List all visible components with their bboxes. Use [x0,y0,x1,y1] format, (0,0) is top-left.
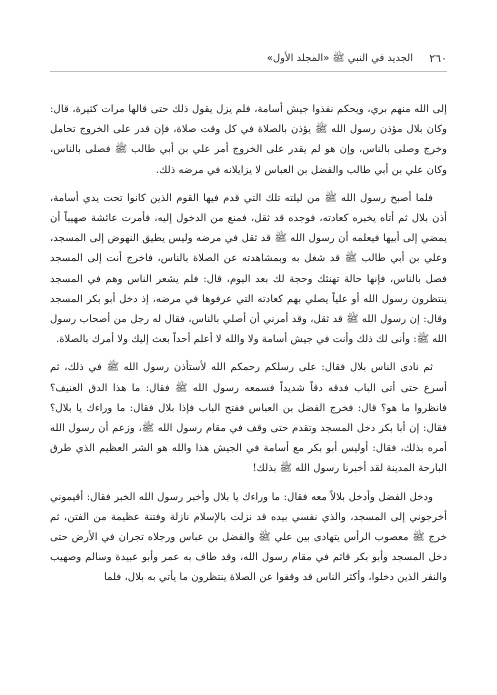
page-number: ٢٦٠ [429,52,447,65]
body-text [50,100,447,597]
paragraph: فلما أصبح رسول الله ﷺ من ليلته تلك التي قدم فيها القوم الذين كانوا تحت يدي أسامة، أذن بلال ثم أتاه يخبره كعادته، فوجده قد ثقل، فمنع من الدخول إليه، فأمرت عائشة صهيباً أن يمضي إلى أبيها فيعلمه أن رسول الله ﷺ قد ثقل في مرضه وليس يطيق النهوض إلى المسجد، وعلي بن أبي طالب ﷺ قد شغل به وبمشاهدته عن الصلاة بالناس، فاخرج أنت إلى المسجد فصل بالناس، فإنها حالة تهنئك وحجة لك بعد اليوم، قال: فلم يشعر الناس وهم في المسجد ينتظرون رسول الله أو علياً يصلي بهم كعادته التي عرفوها في مرضه، إذ دخل أبو بكر المسجد وقال: إن رسول الله ﷺ قد ثقل، وقد أمرني أن أصلي بالناس، فقال له رجل من أصحاب رسول الله ﷺ: وأنى لك ذلك وأنت في جيش أسامة ولا والله لا أعلم أحداً بعث إليك ولا أمرك بالصلاة. [50,192,447,346]
running-header [50,52,447,70]
paragraph: ودخل الفضل وأدخل بلالاً معه فقال: ما وراءك يا بلال وأخبر رسول الله الخبر فقال: أقيموني أخرجوني إلى المسجد، والذي نفسي بيده قد نزلت بالإسلام نازلة وفتنة عظيمة من الفتن، ثم خرج ﷺ معصوب الرأس يتهادى بين علي ﷺ والفضل بن عباس ورجلاه تجران في الأرض حتى دخل المسجد وأبو بكر قائم في مقام رسول الله، وقد طاف به عمر وأبو عبيدة وسالم وصهيب والنفر الذين دخلوا، وأكثر الناس قد وقفوا عن الصلاة ينتظرون ما يأتي به بلال، فلما [50,491,447,584]
header-divider [50,71,447,72]
paragraph: إلى الله منهم بري، ويحكم نفذوا جيش أسامة، فلم يزل يقول ذلك حتى قالها مرات كثيرة، قال: وكان بلال مؤذن رسول الله ﷺ يؤذن بالصلاة في كل وقت صلاة، فإن قدر على الخروج تحامل وخرج وصلى بالناس، وإن هو لم يقدر على الخروج أمر علي بن أبي طالب ﷺ فصلى بالناس، وكان علي بن أبي طالب والفضل بن العباس لا يزايلانه في مرضه ذلك. [50,104,447,176]
paragraph: ثم نادى الناس بلال فقال: على رسلكم رحمكم الله لأستأذن رسول الله ﷺ في ذلك، ثم أسرع حتى أتى الباب فدقه دقاً شديداً فسمعه رسول الله ﷺ فقال: ما هذا الدق العنيف؟ فانظروا ما هو؟ قال: فخرج الفضل بن العباس ففتح الباب فإذا بلال فقال: ما وراءك يا بلال؟ فقال: إن أبا بكر دخل المسجد وتقدم حتى وقف في مقام رسول الله ﷺ، وزعم أن رسول الله أمره بذلك، فقال: أوليس أبو بكر مع أسامة في الجيش هذا والله هو الشر العظيم الذي طرق البارحة المدينة لقد أخبرنا رسول الله ﷺ بذلك! [50,362,447,475]
book-title: الجديد في النبي ﷺ «المجلد الأول» [266,53,413,64]
